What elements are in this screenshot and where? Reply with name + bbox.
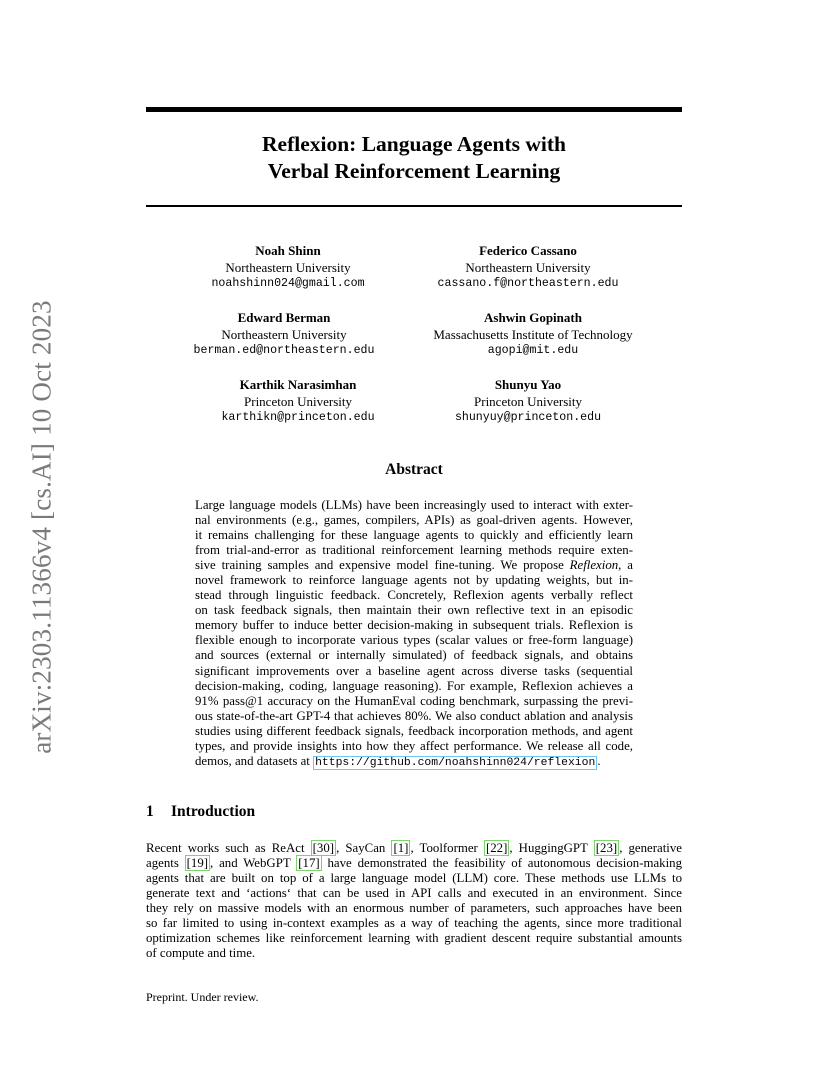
author-block: [154, 310, 414, 360]
title-rule-bottom: [146, 205, 682, 207]
abstract-heading: Abstract: [385, 461, 443, 478]
citation-link[interactable]: [30]: [312, 841, 335, 855]
paper-title: [146, 131, 682, 185]
intro-line: [146, 841, 682, 856]
author-block: [398, 243, 658, 293]
intro-line: so far limited to using in-context examples as a way of teaching the agents, since more traditional: [146, 916, 682, 931]
abstract-line: stead through linguistic feedback. Concretely, Reflexion agents verbally reflect: [195, 588, 633, 603]
author-affiliation: Massachusetts Institute of Technology: [433, 326, 633, 342]
abstract-line: memory buffer to induce better decision-making in subsequent trials. Reflexion is: [195, 618, 633, 633]
citation-link[interactable]: [22]: [485, 841, 508, 855]
arxiv-stamp-text: arXiv:2303.11366v4 [cs.AI] 10 Oct 2023: [26, 300, 57, 754]
abstract-line: it remains challenging for these language agents to quickly and efficiently learn: [195, 528, 633, 543]
github-link[interactable]: https://github.com/noahshinn024/reflexion: [315, 756, 596, 769]
abstract-body: [195, 498, 633, 771]
paper-title-line-1: Reflexion: Language Agents with: [262, 132, 566, 156]
paper-title-line-2: Verbal Reinforcement Learning: [267, 159, 561, 183]
intro-line: [146, 856, 682, 871]
intro-line: they rely on massive models with an enormous number of parameters, such approaches have been: [146, 901, 682, 916]
intro-text: have demonstrated the feasibility of autonomous decision-making: [321, 856, 683, 871]
author-affiliation: Northeastern University: [225, 259, 351, 275]
author-email: karthikn@princeton.edu: [221, 411, 375, 424]
abstract-line: flexible enough to incorporate various types (scalar values or free-form language): [195, 633, 633, 648]
arxiv-stamp: [22, 296, 62, 758]
abstract-line: [195, 754, 633, 771]
author-name: Federico Cassano: [479, 243, 577, 258]
abstract-line: [195, 558, 633, 573]
section-title: Introduction: [171, 803, 256, 820]
author-email: berman.ed@northeastern.edu: [193, 344, 375, 357]
author-email: noahshinn024@gmail.com: [211, 277, 365, 290]
author-block: [403, 310, 663, 360]
intro-text: , and WebGPT: [210, 856, 297, 871]
citation-link[interactable]: [1]: [393, 841, 409, 855]
intro-text: , Toolformer: [410, 841, 484, 855]
section-number: 1: [146, 803, 154, 820]
abstract-line: 91% pass@1 accuracy on the HumanEval coding benchmark, surpassing the previ-: [195, 693, 633, 708]
author-block: [168, 377, 428, 427]
intro-paragraph: [146, 841, 682, 961]
abstract-line: studies using different feedback signals, feedback incorporation methods, and agent: [195, 723, 633, 738]
footer-note: Preprint. Under review.: [146, 990, 259, 1004]
abstract-emphasis: Reflexion: [569, 558, 619, 573]
abstract-line: significant improvements over a baseline agent across diverse tasks (sequential: [195, 663, 633, 678]
author-name: Ashwin Gopinath: [484, 310, 582, 325]
intro-line: generate text and ‘actions‘ that can be used in API calls and executed in an environment. Since: [146, 886, 682, 901]
author-affiliation: Northeastern University: [221, 326, 347, 342]
intro-text: , SayCan: [336, 841, 392, 855]
author-block: [398, 377, 658, 427]
author-affiliation: Princeton University: [244, 393, 352, 409]
title-rule-top: [146, 107, 682, 112]
citation-link[interactable]: [17]: [298, 856, 320, 871]
abstract-emphasis-tail: , a: [618, 558, 633, 573]
intro-text: , generative: [619, 841, 682, 855]
abstract-line: novel framework to reinforce language agents not by updating weights, but in-: [195, 573, 633, 588]
abstract-line-text: sive training samples and expensive model fine-tuning. We propose: [195, 558, 570, 573]
author-name: Edward Berman: [237, 310, 331, 325]
author-name: Shunyu Yao: [494, 377, 562, 392]
author-block: [158, 243, 418, 293]
intro-line: agents that are built on top of a large language model (LLM) core. These methods use LLMs to: [146, 871, 682, 886]
intro-line: optimization schemes like reinforcement learning with gradient descent require substantial amounts: [146, 931, 682, 946]
abstract-line: ous state-of-the-art GPT-4 that achieves 80%. We also conduct ablation and analysis: [195, 708, 633, 723]
intro-line: of compute and time.: [146, 946, 256, 961]
intro-text: agents: [146, 856, 185, 871]
abstract-line: on task feedback signals, then maintain their own reflective text in an episodic: [195, 603, 633, 618]
abstract-line: types, and provide insights into how they affect performance. We release all code,: [195, 738, 633, 753]
abstract-line-text: demos, and datasets at: [195, 753, 314, 768]
abstract-line: from trial-and-error as traditional reinforcement learning methods require exten-: [195, 543, 633, 558]
author-affiliation: Northeastern University: [465, 259, 591, 275]
abstract-line: and sources (external or internally simulated) of feedback signals, and obtains: [195, 648, 633, 663]
abstract-line: Large language models (LLMs) have been increasingly used to interact with exter-: [195, 498, 633, 512]
author-affiliation: Princeton University: [474, 393, 582, 409]
author-email: shunyuy@princeton.edu: [454, 411, 602, 424]
abstract-line: nal environments (e.g., games, compilers, APIs) as goal-driven agents. However,: [195, 513, 633, 528]
author-name: Noah Shinn: [255, 243, 321, 258]
citation-link[interactable]: [23]: [595, 841, 618, 855]
intro-text: Recent works such as ReAct: [146, 841, 311, 855]
author-name: Karthik Narasimhan: [239, 377, 357, 392]
author-email: cassano.f@northeastern.edu: [437, 277, 619, 290]
intro-text: , HuggingGPT: [509, 841, 594, 855]
abstract-line: decision-making, coding, language reasoning). For example, Reflexion achieves a: [195, 678, 633, 693]
author-email: agopi@mit.edu: [487, 344, 579, 357]
abstract-end-period: .: [597, 753, 601, 768]
section-heading: [146, 803, 255, 821]
citation-link[interactable]: [19]: [186, 856, 209, 871]
